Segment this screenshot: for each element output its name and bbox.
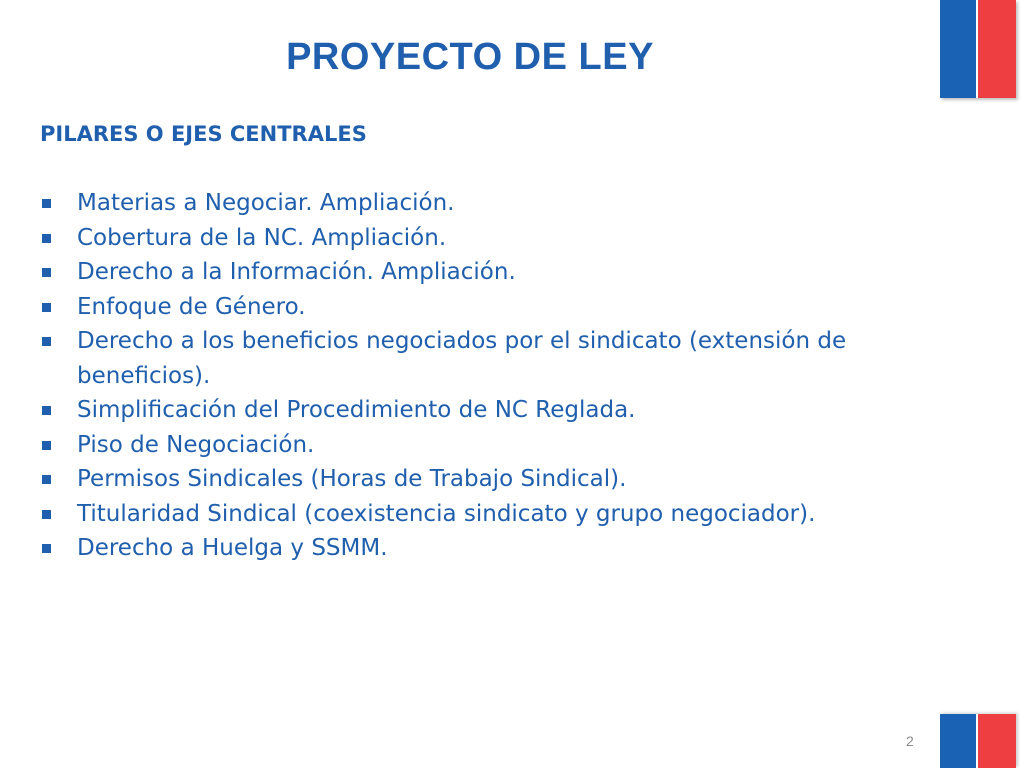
square-bullet-icon [42,303,51,312]
bullet-item [40,221,900,256]
square-bullet-icon [42,510,51,519]
square-bullet-icon [42,544,51,553]
bullet-text: Cobertura de la NC. Ampliación. [77,224,447,251]
square-bullet-icon [42,234,51,243]
bullet-list [40,186,900,566]
square-bullet-icon [42,199,51,208]
slide-title: PROYECTO DE LEY [286,36,654,78]
page-number: 2 [906,733,914,749]
square-bullet-icon [42,406,51,415]
bullet-text: Simplificación del Procedimiento de NC Reglada. [77,397,636,423]
square-bullet-icon [42,268,51,277]
bullet-text: Derecho a la Información. Ampliación. [77,259,516,285]
bullet-item [40,290,900,325]
bullet-item [40,324,900,393]
bullet-item [40,255,900,290]
bullet-text: Piso de Negociación. [77,431,315,458]
bullet-text: Titularidad Sindical (coexistencia sindicato y grupo negociador). [77,500,816,527]
bullet-item [40,497,900,532]
bullet-item [40,531,900,566]
flag-red-band [978,714,1016,768]
bullet-item [40,393,900,428]
flag-stripe-bottom [940,714,1016,768]
bullet-text: Materias a Negociar. Ampliación. [77,190,455,216]
bullet-text: Enfoque de Género. [77,293,306,320]
bullet-text: Derecho a Huelga y SSMM. [77,535,388,561]
square-bullet-icon [42,337,51,346]
bullet-item [40,428,900,463]
bullet-text: Derecho a los beneficios negociados por el sindicato (extensión de beneficios). [77,328,847,389]
flag-stripe-top [940,0,1016,98]
flag-red-band [978,0,1016,98]
bullet-text: Permisos Sindicales (Horas de Trabajo Sindical). [77,466,627,492]
bullet-item [40,462,900,497]
flag-blue-band [940,714,976,768]
flag-blue-band [940,0,976,98]
bullet-item [40,186,900,221]
square-bullet-icon [42,475,51,484]
square-bullet-icon [42,441,51,450]
slide-subtitle: PILARES O EJES CENTRALES [40,122,367,146]
